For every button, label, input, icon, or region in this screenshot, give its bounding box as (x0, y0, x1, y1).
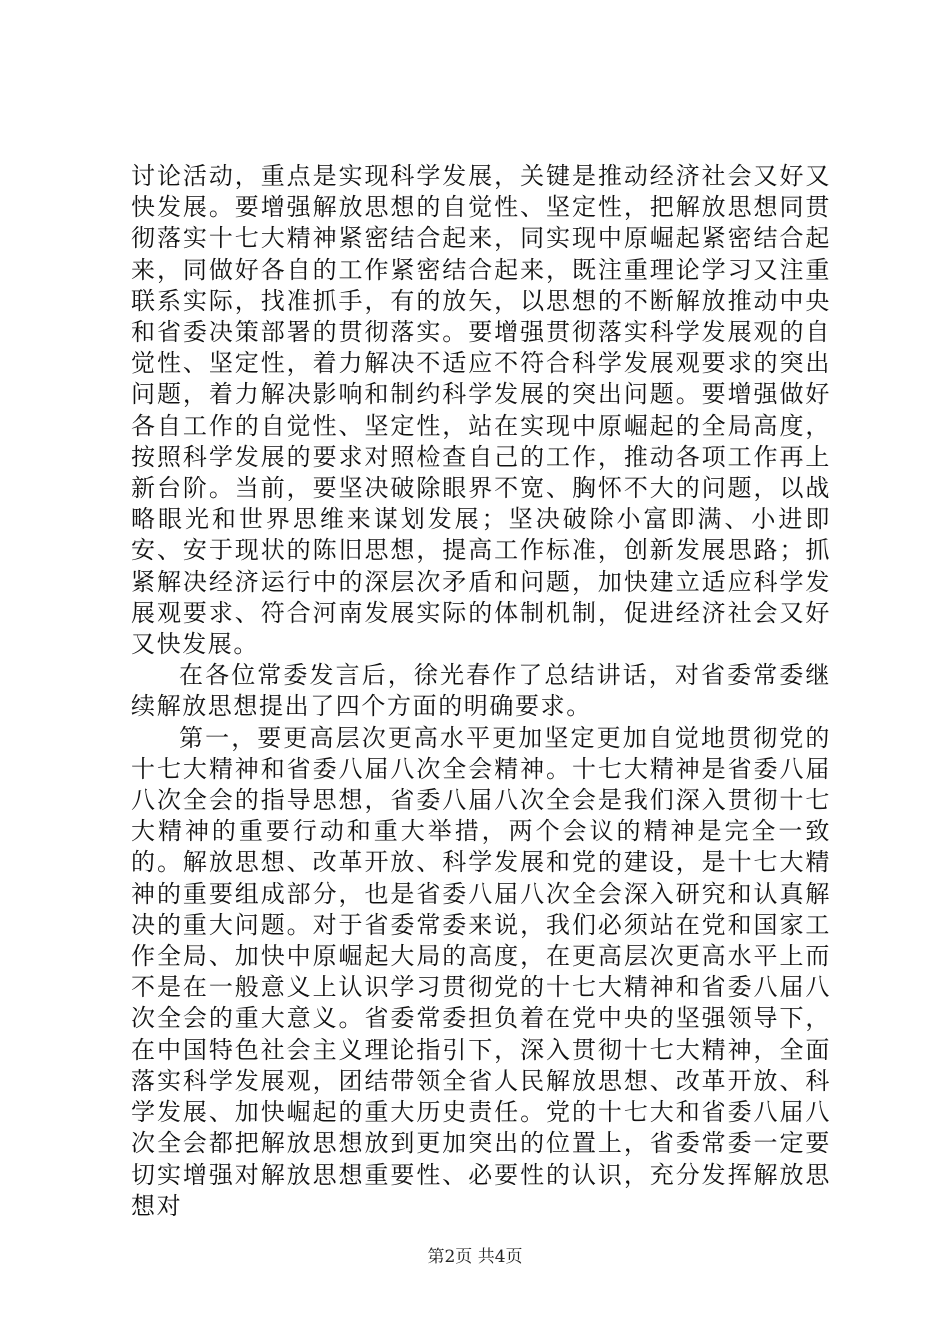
page-number-footer: 第2页 共4页 (427, 1247, 523, 1267)
paragraph-2: 在各位常委发言后，徐光春作了总结讲话，对省委常委继续解放思想提出了四个方面的明确要求。 (131, 661, 831, 721)
paragraph-3: 第一，要更高层次更高水平更加坚定更加自觉地贯彻党的十七大精神和省委八届八次全会精神。十七大精神是省委八届八次全会的指导思想，省委八届八次全会是我们深入贯彻十七大精神的重要行动和重大举措，两个会议的精神是完全一致的。解放思想、改革开放、科学发展和党的建设，是十七大精神的重要组成部分，也是省委八届八次全会深入研究和认真解决的重大问题。对于省委常委来说，我们必须站在党和国家工作全局、加快中原崛起大局的高度，在更高层次更高水平上而不是在一般意义上认识学习贯彻党的十七大精神和省委八届八次全会的重大意义。省委常委担负着在党中央的坚强领导下，在中国特色社会主义理论指引下，深入贯彻十七大精神，全面落实科学发展观，团结带领全省人民解放思想、改革开放、科学发展、加快崛起的重大历史责任。党的十七大和省委八届八次全会都把解放思想放到更加突出的位置上，省委常委一定要切实增强对解放思想重要性、必要性的认识，充分发挥解放思想对 (131, 723, 831, 1220)
paragraph-1: 讨论活动，重点是实现科学发展，关键是推动经济社会又好又快发展。要增强解放思想的自觉性、坚定性，把解放思想同贯彻落实十七大精神紧密结合起来，同实现中原崛起紧密结合起来，同做好各自的工作紧密结合起来，既注重理论学习又注重联系实际，找准抓手，有的放矢，以思想的不断解放推动中央和省委决策部署的贯彻落实。要增强贯彻落实科学发展观的自觉性、坚定性，着力解决不适应不符合科学发展观要求的突出问题，着力解决影响和制约科学发展的突出问题。要增强做好各自工作的自觉性、坚定性，站在实现中原崛起的全局高度，按照科学发展的要求对照检查自己的工作，推动各项工作再上新台阶。当前，要坚决破除眼界不宽、胸怀不大的问题，以战略眼光和世界思维来谋划发展；坚决破除小富即满、小进即安、安于现状的陈旧思想，提高工作标准，创新发展思路；抓紧解决经济运行中的深层次矛盾和问题，加快建立适应科学发展观要求、符合河南发展实际的体制机制，促进经济社会又好又快发展。 (131, 162, 831, 659)
document-body (131, 161, 831, 1222)
